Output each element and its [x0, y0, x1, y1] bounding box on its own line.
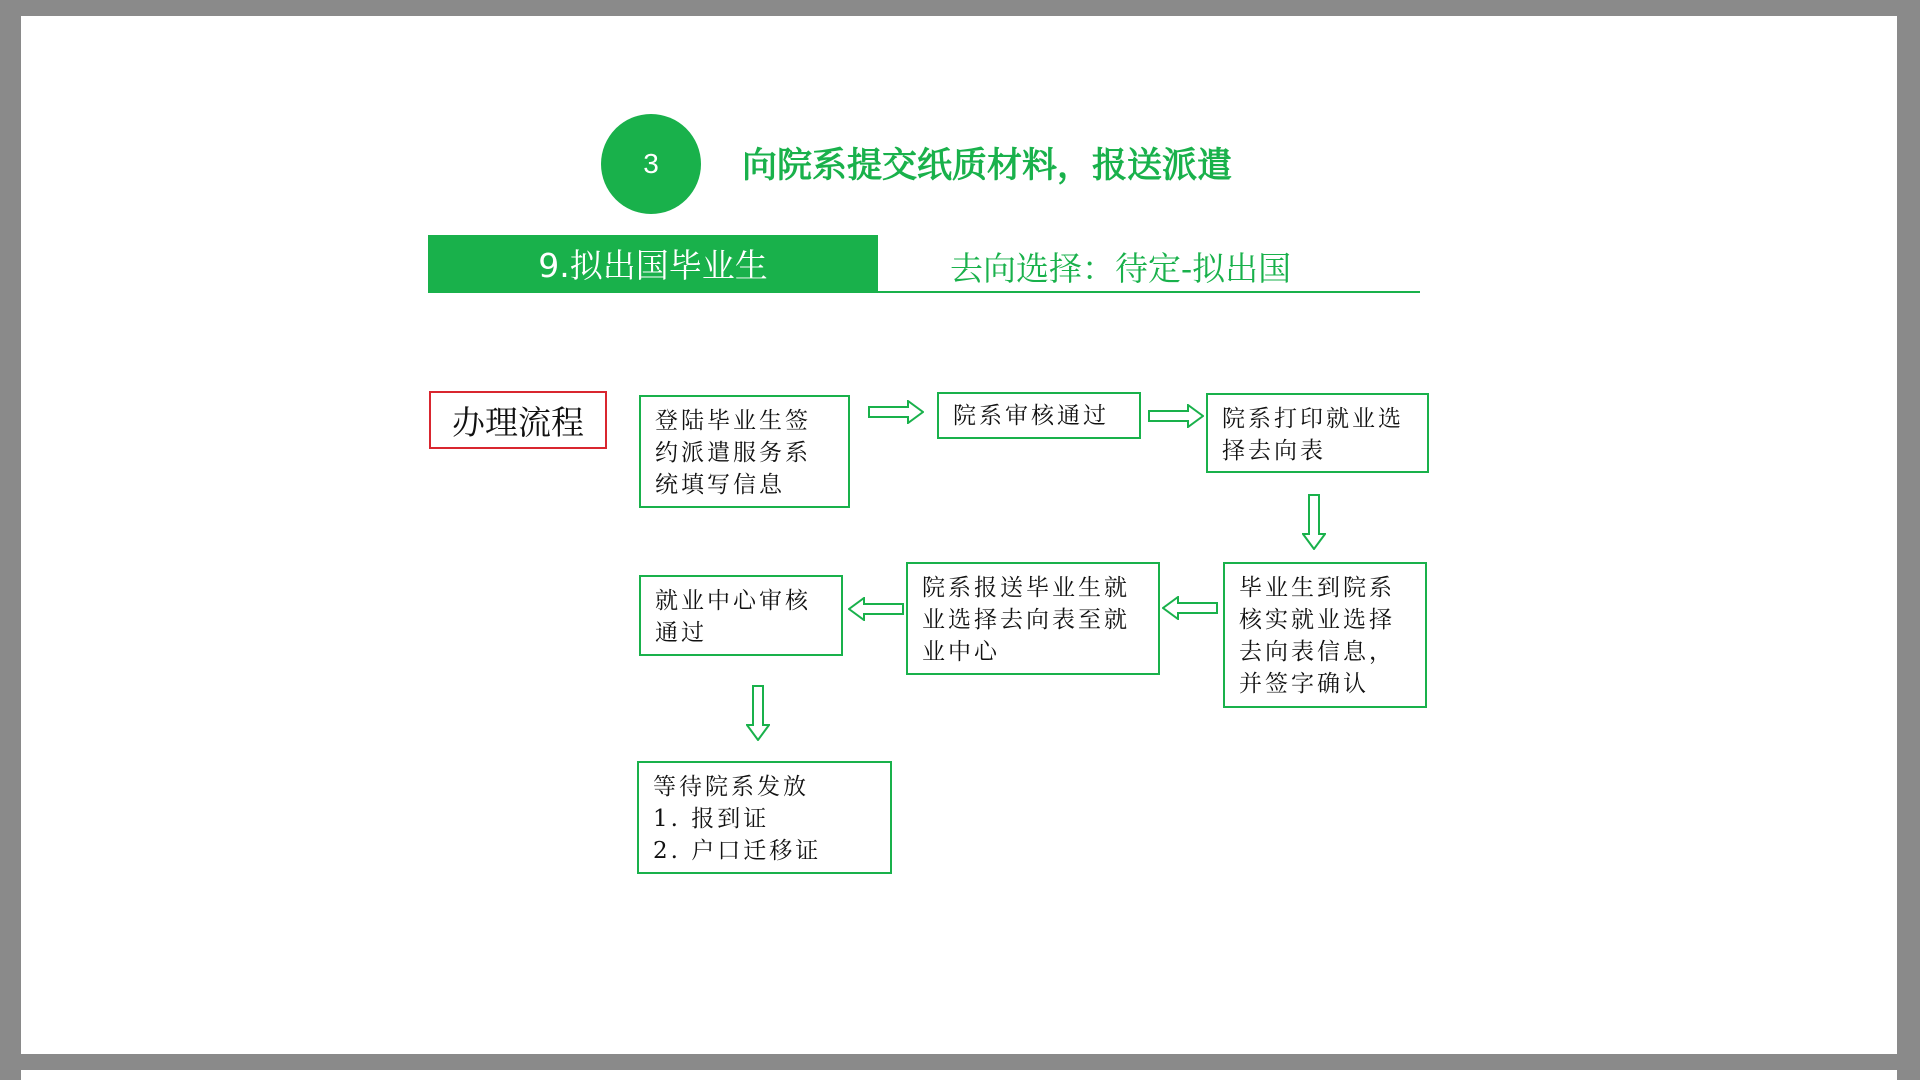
flow-step-verify-sign: 毕业生到院系 核实就业选择 去向表信息， 并签字确认 — [1223, 562, 1427, 708]
arrow-down-icon — [1302, 494, 1326, 550]
arrow-down-icon — [746, 685, 770, 741]
flow-step-dept-review: 院系审核通过 — [937, 392, 1141, 439]
flow-step-center-review: 就业中心审核 通过 — [639, 575, 843, 656]
step-number: 3 — [643, 148, 659, 179]
category-tag — [428, 235, 878, 292]
bottom-strip — [21, 1070, 1897, 1080]
process-label — [429, 391, 607, 449]
flow-step-dept-submit: 院系报送毕业生就 业选择去向表至就 业中心 — [906, 562, 1160, 675]
category-tag-label: 9.拟出国毕业生 — [538, 246, 768, 285]
destination-text: 去向选择：待定-拟出国 — [950, 249, 1292, 288]
header-underline — [428, 291, 1420, 293]
process-label-text: 办理流程 — [452, 402, 584, 442]
arrow-left-icon — [848, 597, 904, 621]
flow-step-print-form: 院系打印就业选 择去向表 — [1206, 393, 1429, 473]
step-title: 向院系提交纸质材料，报送派遣 — [742, 146, 1233, 186]
arrow-right-icon — [1148, 404, 1204, 428]
step-number-badge — [601, 114, 701, 214]
arrow-left-icon — [1162, 596, 1218, 620]
flow-step-await-documents: 等待院系发放 1. 报到证 2. 户口迁移证 — [637, 761, 892, 874]
flow-step-login-system: 登陆毕业生签 约派遣服务系 统填写信息 — [639, 395, 850, 508]
arrow-right-icon — [868, 400, 924, 424]
